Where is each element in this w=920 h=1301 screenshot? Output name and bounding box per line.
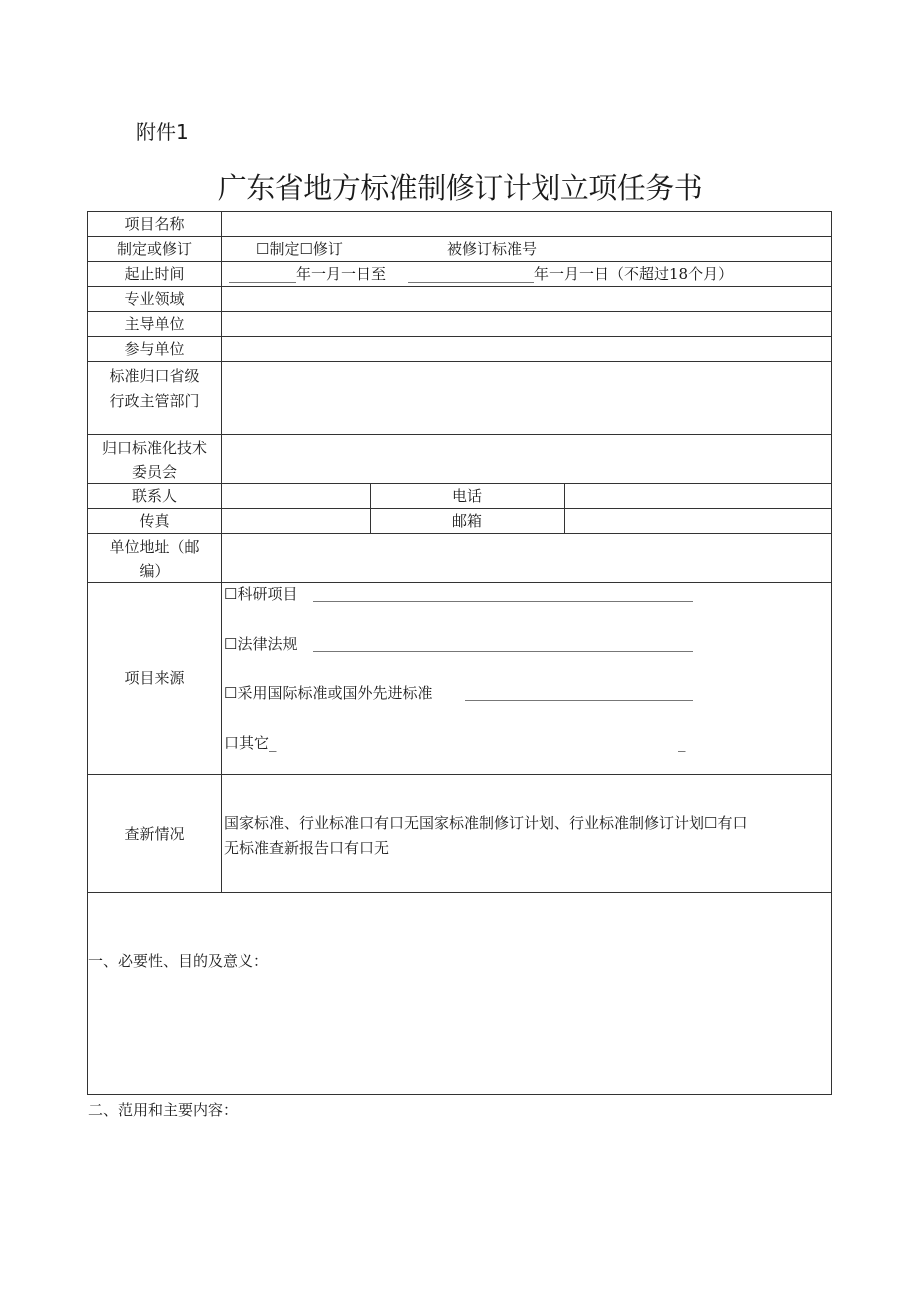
row-divider: [88, 533, 831, 534]
attachment-label: 附件1: [136, 120, 189, 144]
search-label: 查新情况: [124, 825, 185, 843]
source-international-checkbox[interactable]: ☐采用国际标准或国外先进标准: [224, 684, 433, 702]
address-label-line2: 编）: [139, 562, 170, 580]
field-label: 专业领域: [124, 290, 185, 308]
email-label: 邮箱: [451, 512, 482, 530]
search-text-line1: 国家标准、行业标准口有口无国家标准制修订计划、行业标准制修订计划☐有口: [224, 814, 748, 832]
type-checkboxes[interactable]: ☐制定☐修订: [256, 240, 343, 258]
source-law-checkbox[interactable]: ☐法律法规: [224, 635, 298, 653]
source-law-blank[interactable]: [313, 651, 693, 652]
source-research-blank[interactable]: [313, 601, 693, 602]
source-international-blank[interactable]: [465, 700, 693, 701]
page-title: 广东省地方标准制修订计划立项任务书: [217, 171, 703, 205]
period-end-text: 年一月一日（不超过18个月）: [534, 265, 734, 283]
revised-standard-label: 被修订标准号: [447, 240, 538, 258]
label-column-divider: [221, 212, 222, 892]
necessity-heading: 一、必要性、目的及意义：: [88, 952, 269, 970]
start-date-blank[interactable]: [229, 282, 296, 283]
end-date-blank[interactable]: [408, 282, 534, 283]
address-label-line1: 单位地址（邮: [109, 538, 200, 556]
fax-label: 传真: [139, 512, 170, 530]
authority-label-line1: 标准归口省级: [109, 367, 200, 385]
row-divider: [88, 434, 831, 435]
type-label: 制定或修订: [116, 240, 192, 258]
lead-unit-label: 主导单位: [124, 315, 185, 333]
project-task-form: [87, 211, 832, 1095]
scope-heading: 二、范用和主要内容：: [88, 1101, 239, 1119]
phone-label: 电话: [451, 487, 482, 505]
row-divider: [88, 774, 831, 775]
period-label: 起止时间: [124, 265, 185, 283]
row-divider: [88, 361, 831, 362]
source-research-checkbox[interactable]: ☐科研项目: [224, 585, 298, 603]
participant-unit-label: 参与单位: [124, 340, 185, 358]
project-name-label: 项目名称: [124, 215, 185, 233]
authority-label-line2: 行政主管部门: [109, 392, 200, 410]
period-middle-text: 年一月一日至: [296, 265, 387, 283]
contact-label: 联系人: [131, 487, 177, 505]
committee-label-line1: 归口标准化技术: [101, 439, 207, 457]
column-divider: [564, 483, 565, 533]
committee-label-line2: 委员会: [131, 463, 177, 481]
search-text-line2: 无标准查新报告口有口无: [224, 839, 390, 857]
source-label: 项目来源: [124, 669, 185, 687]
source-other-end: _: [678, 734, 686, 752]
source-other-checkbox[interactable]: 口其它_: [224, 734, 277, 752]
row-divider: [88, 892, 831, 893]
